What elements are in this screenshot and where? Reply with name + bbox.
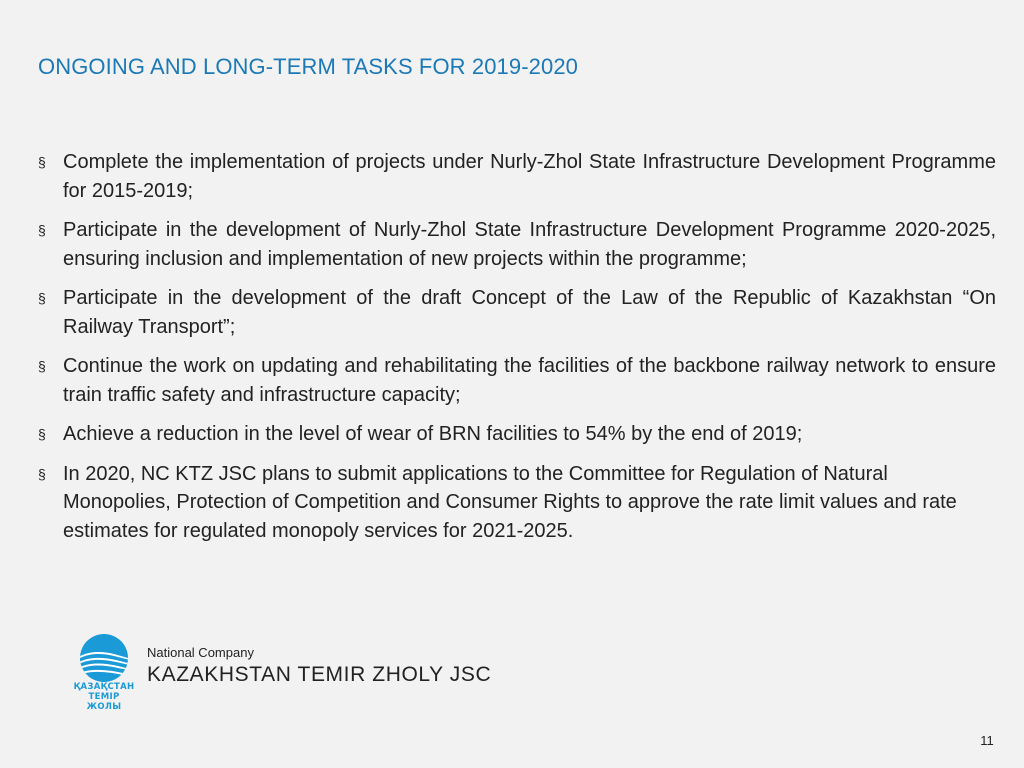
bullet-marker-icon: § [38,465,46,482]
bullet-marker-icon: § [38,222,46,238]
company-name: KAZAKHSTAN TEMIR ZHOLY JSC [147,663,492,686]
task-text: Continue the work on updating and rehabilitating the facilities of the backbone railway network to ensure train traffic safety and infrastructure capacity; [63,355,996,406]
task-text: Achieve a reduction in the level of wear of BRN facilities to 54% by the end of 2019; [63,423,803,445]
list-item [38,148,996,205]
bullet-marker-icon: § [38,358,46,374]
bullet-marker-icon: § [38,290,46,306]
logo-text-line: ЖОЛЫ [86,702,122,712]
list-item [38,284,996,341]
task-list [38,148,996,556]
list-item [38,460,996,546]
bullet-marker-icon: § [38,154,46,170]
slide-title: ONGOING AND LONG-TERM TASKS FOR 2019-2020 [38,54,578,79]
list-item [38,420,996,449]
logo-text-line: ТЕМІР [88,692,120,702]
page-number: 11 [980,733,994,748]
task-text: In 2020, NC KTZ JSC plans to submit applications to the Committee for Regulation of Natural Monopolies, Protection of Competition and Consumer Rights to approve the rate limit values and rate estimates for regulated monopoly services for 2021-2025. [63,462,957,542]
bullet-marker-icon: § [38,426,46,442]
task-text: Participate in the development of the draft Concept of the Law of the Republic of Kazakhstan “On Railway Transport”; [63,287,996,338]
company-label: National Company [147,645,254,660]
company-logo [72,632,136,712]
list-item [38,216,996,273]
task-text: Complete the implementation of projects under Nurly-Zhol State Infrastructure Development Programme for 2015-2019; [63,151,996,202]
ktz-logo-icon [72,632,136,684]
logo-text-line: ҚАЗАҚСТАН [73,682,135,692]
list-item [38,352,996,409]
task-text: Participate in the development of Nurly-Zhol State Infrastructure Development Programme 2020-2025, ensuring inclusion and implementation of new projects within the programme; [63,219,996,270]
